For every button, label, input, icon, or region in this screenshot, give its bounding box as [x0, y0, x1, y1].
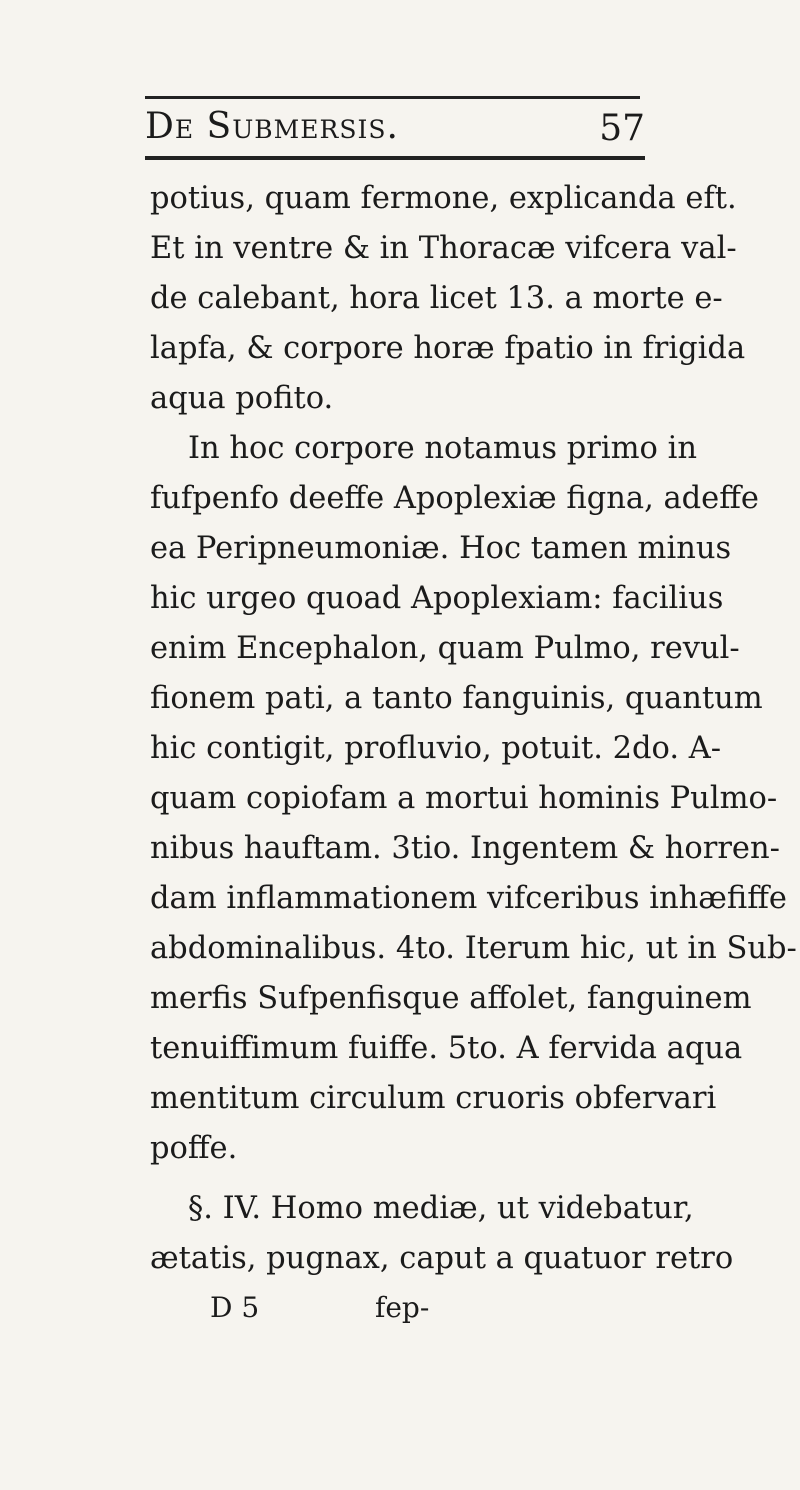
running-head: De Submersis.: [145, 106, 399, 147]
text-line: poffe.: [150, 1131, 238, 1166]
text-line: fufpenfo deeffe Apoplexiæ figna, adeffe: [150, 481, 759, 516]
header-rule-bottom: [145, 156, 645, 160]
text-line: fionem pati, a tanto fanguinis, quantum: [150, 681, 763, 716]
signature-mark: D 5: [210, 1291, 260, 1324]
text-line: §. IV. Homo mediæ, ut videbatur,: [188, 1191, 694, 1226]
text-line: hic urgeo quoad Apoplexiam: facilius: [150, 581, 724, 616]
text-line: ea Peripneumoniæ. Hoc tamen minus: [150, 531, 732, 566]
text-line: de calebant, hora licet 13. a morte e-: [150, 281, 723, 316]
text-line: enim Encephalon, quam Pulmo, revul-: [150, 631, 740, 666]
page-header: [145, 104, 645, 150]
text-line: tenuiffimum fuiffe. 5to. A fervida aqua: [150, 1031, 743, 1066]
text-line: lapfa, & corpore horæ fpatio in frigida: [150, 331, 746, 366]
text-line: mentitum circulum cruoris obfervari: [150, 1081, 717, 1116]
text-line: hic contigit, profluvio, potuit. 2do. A-: [150, 731, 722, 766]
text-line: aqua pofito.: [150, 381, 334, 416]
page-number: 57: [599, 108, 645, 149]
text-line: nibus hauftam. 3tio. Ingentem & horren-: [150, 831, 780, 866]
text-line: merfis Sufpenfisque affolet, fanguinem: [150, 981, 752, 1016]
text-line: dam inflammationem vifceribus inhæfiffe: [150, 881, 787, 916]
header-rule-top: [145, 96, 640, 99]
text-line: potius, quam fermone, explicanda eft.: [150, 181, 737, 216]
text-line: abdominalibus. 4to. Iterum hic, ut in Sub-: [150, 931, 797, 966]
text-line: ætatis, pugnax, caput a quatuor retro: [150, 1241, 734, 1276]
text-line: Et in ventre & in Thoracæ vifcera val-: [150, 231, 737, 266]
catchword: fep-: [375, 1291, 430, 1324]
text-line: quam copiofam a mortui hominis Pulmo-: [150, 781, 778, 816]
text-line: In hoc corpore notamus primo in: [188, 431, 697, 466]
